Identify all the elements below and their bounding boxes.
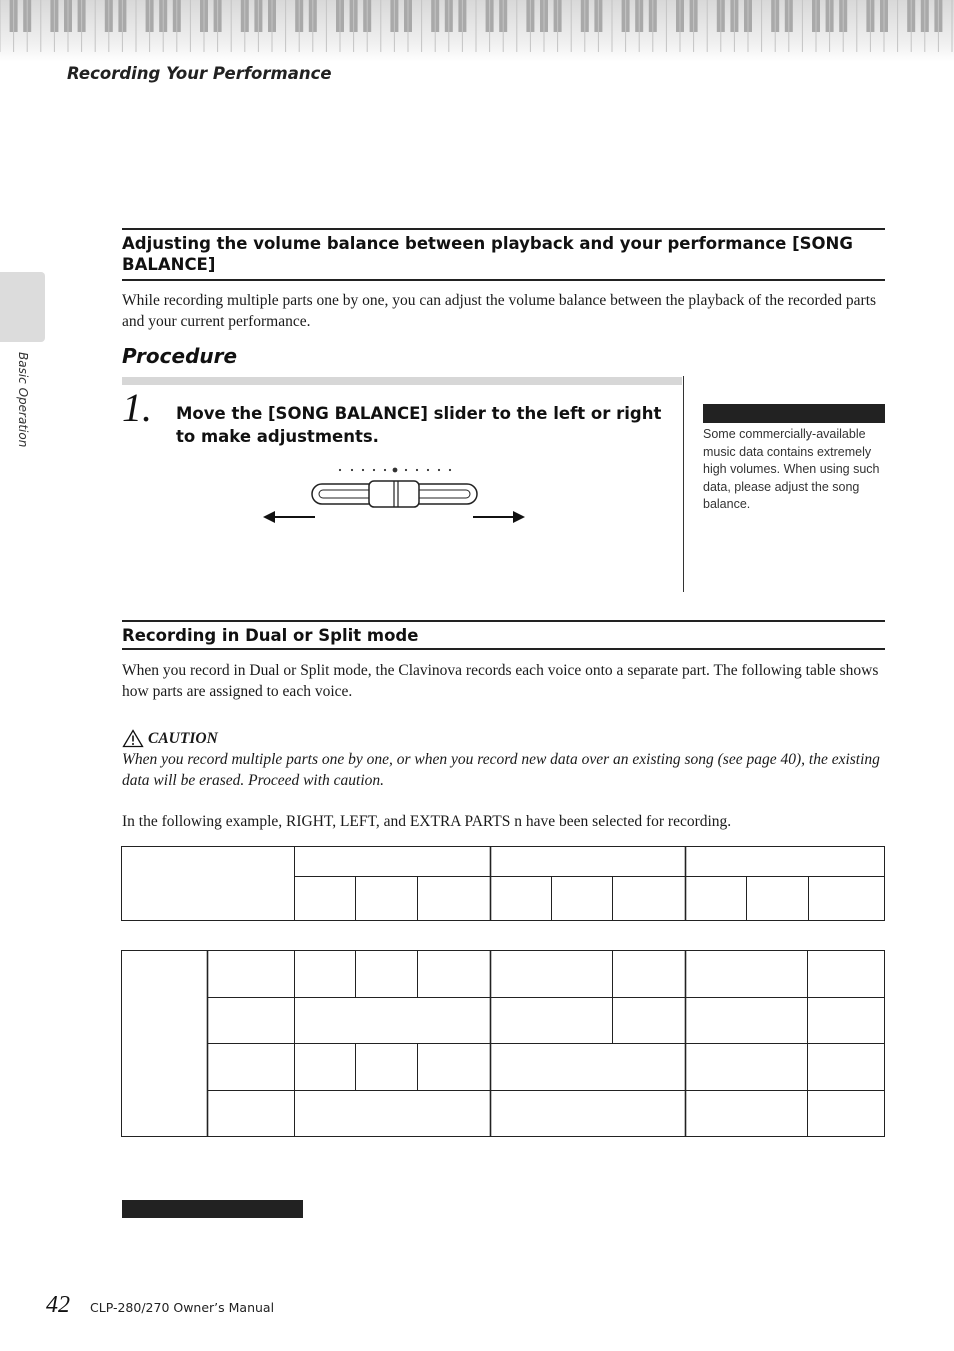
song-balance-slider-illustration	[255, 460, 535, 537]
caution-block	[122, 728, 885, 791]
section-tab	[0, 272, 45, 342]
running-head: Recording Your Performance	[67, 64, 332, 83]
note-text: Some commercially-available music data contains extremely high volumes. When using such data, please adjust the song balance.	[703, 427, 880, 512]
keyboard-header-decoration	[0, 0, 954, 62]
warning-triangle-icon	[122, 729, 144, 748]
voice-part-table-header	[121, 846, 887, 927]
procedure-title: Procedure	[122, 344, 238, 368]
step-number: 1.	[122, 385, 152, 430]
arrow-left-icon	[263, 511, 315, 523]
song-balance-description: While recording multiple parts one by one, you can adjust the volume balance between the playback of the recorded parts and your current performance.	[122, 292, 877, 330]
section-heading-dual-split: Recording in Dual or Split mode	[122, 620, 885, 650]
example-intro: In the following example, RIGHT, LEFT, and EXTRA PARTS n have been selected for recording.	[122, 813, 732, 830]
note-label-bar	[703, 404, 885, 423]
caution-label: CAUTION	[148, 730, 218, 747]
page-number: 42	[46, 1292, 70, 1318]
caution-text: When you record multiple parts one by one, or when you record new data over an existing song (see page 40), the existing data will be erased. Proceed with caution.	[122, 751, 880, 789]
manual-title: CLP-280/270 Owner’s Manual	[90, 1300, 275, 1315]
arrow-right-icon	[473, 511, 525, 523]
table-caption-bar	[122, 1200, 303, 1218]
procedure-bar	[122, 377, 682, 385]
slider-scale-dots	[339, 468, 451, 473]
step-instruction: Move the [SONG BALANCE] slider to the left or right to make adjustments.	[176, 404, 662, 446]
piano-keys-icon	[0, 0, 954, 62]
column-divider	[683, 376, 684, 592]
section-side-label: Basic Operation	[16, 352, 30, 448]
section-heading-song-balance: Adjusting the volume balance between playback and your performance [SONG BALANCE]	[122, 228, 885, 281]
dual-split-description: When you record in Dual or Split mode, the Clavinova records each voice onto a separate part. The following table shows how parts are assigned to each voice.	[122, 662, 879, 700]
voice-part-assignment-table	[121, 950, 887, 1143]
